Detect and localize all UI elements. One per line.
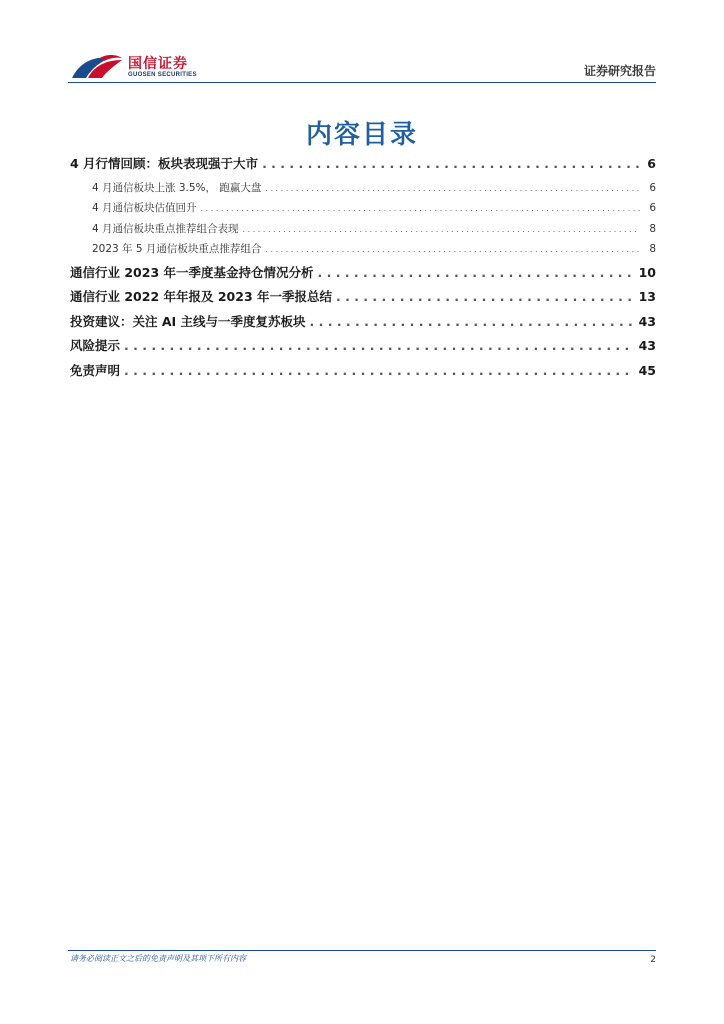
toc-entry-label: 2023 年 5 月通信板块重点推荐组合 xyxy=(92,243,262,255)
toc-entry[interactable] xyxy=(70,312,656,330)
toc-leader-dots xyxy=(336,289,635,304)
toc-entry-page: 10 xyxy=(638,265,656,280)
guosen-logo-mark-icon xyxy=(70,52,124,82)
logo-chinese-name: 国信证券 xyxy=(128,56,188,72)
toc-entry-page: 43 xyxy=(638,338,656,353)
toc-leader-dots xyxy=(265,184,640,193)
toc-entry-page: 6 xyxy=(649,202,656,214)
logo-english-name: GUOSEN SECURITIES xyxy=(128,72,197,78)
toc-entry-page: 8 xyxy=(649,243,656,255)
report-type-label: 证券研究报告 xyxy=(583,64,656,78)
toc-leader-dots xyxy=(243,225,640,234)
toc-entry-page: 45 xyxy=(638,363,656,378)
disclaimer-note: 请务必阅读正文之后的免责声明及其项下所有内容 xyxy=(70,954,246,963)
toc-leader-dots xyxy=(124,338,635,353)
toc-entry[interactable] xyxy=(70,180,656,195)
toc-entry-label: 4 月通信板块上涨 3.5%， 跑赢大盘 xyxy=(92,182,262,194)
toc-entry-page: 6 xyxy=(649,182,656,194)
toc-leader-dots xyxy=(262,156,640,171)
toc-entry-page: 13 xyxy=(638,289,656,304)
toc-leader-dots xyxy=(265,245,640,254)
header-divider xyxy=(68,82,656,83)
page-number: 2 xyxy=(650,955,656,965)
toc-entry[interactable] xyxy=(70,221,656,236)
toc-leader-dots xyxy=(310,314,635,329)
toc-entry-page: 6 xyxy=(647,156,656,171)
toc-leader-dots xyxy=(201,204,640,213)
toc-entry[interactable] xyxy=(70,241,656,256)
toc-leader-dots xyxy=(318,265,635,280)
toc-entry[interactable] xyxy=(70,336,656,354)
toc-entry-label: 通信行业 2022 年年报及 2023 年一季报总结 xyxy=(70,289,332,304)
toc-entry-label: 4 月行情回顾：板块表现强于大市 xyxy=(70,156,259,171)
toc-entry[interactable] xyxy=(70,361,656,379)
toc-entry-label: 风险提示 xyxy=(70,338,121,353)
toc-entry-label: 免责声明 xyxy=(70,363,121,378)
toc-entry-page: 43 xyxy=(638,314,656,329)
toc-entry-label: 投资建议：关注 AI 主线与一季度复苏板块 xyxy=(70,314,306,329)
toc-entry[interactable] xyxy=(70,287,656,305)
toc-entry-label: 4 月通信板块估值回升 xyxy=(92,202,197,214)
toc-entry-label: 4 月通信板块重点推荐组合表现 xyxy=(92,223,239,235)
toc-entry[interactable] xyxy=(70,154,656,172)
toc-title: 内容目录 xyxy=(305,120,418,150)
guosen-logo xyxy=(70,50,200,84)
toc-entry-page: 8 xyxy=(649,223,656,235)
toc-entry[interactable] xyxy=(70,200,656,215)
toc-entry-label: 通信行业 2023 年一季度基金持仓情况分析 xyxy=(70,265,314,280)
page-header xyxy=(70,50,656,84)
footer-divider xyxy=(68,950,656,951)
toc-leader-dots xyxy=(124,363,635,378)
toc-entry[interactable] xyxy=(70,263,656,281)
